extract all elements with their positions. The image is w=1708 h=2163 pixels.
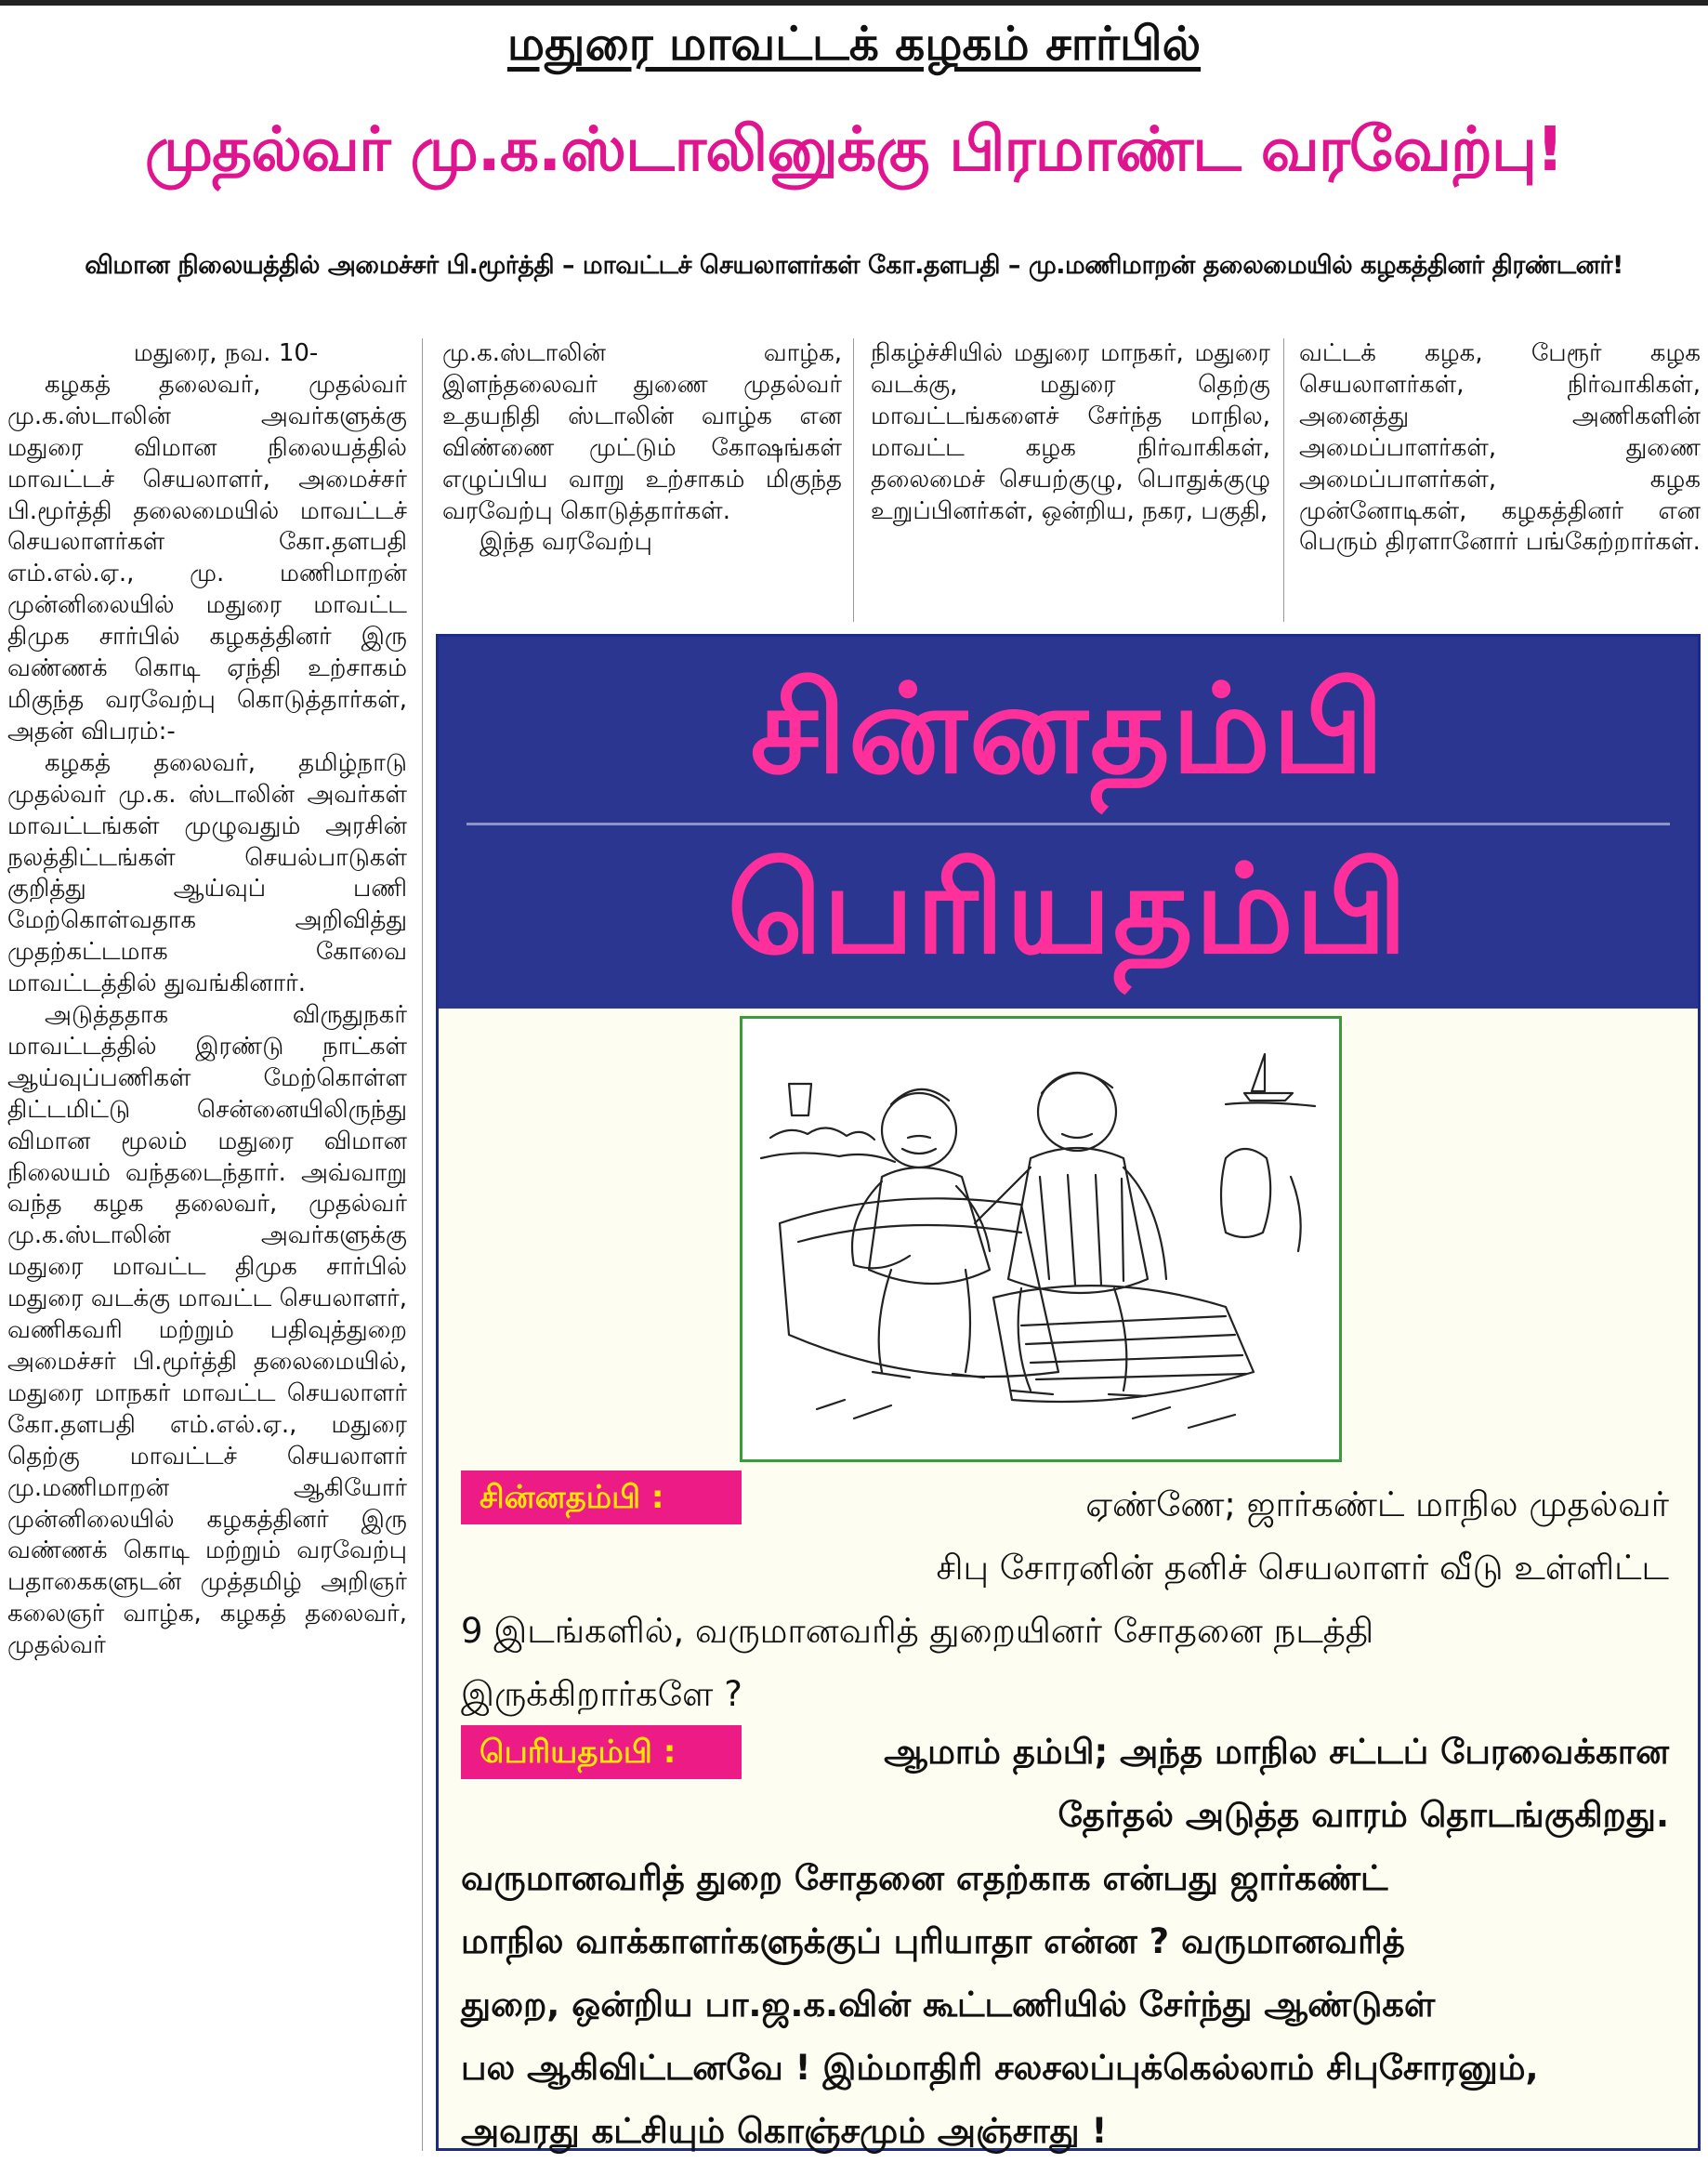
speaker-label-periyathambi: பெரியதம்பி : [461, 1725, 742, 1779]
dialogue-periyathambi [461, 1721, 1669, 2163]
dialogue-line: மாநில வாக்காளர்களுக்குப் புரியாதா என்ன ? வருமானவரித் [461, 1921, 1405, 1961]
dialogue-line: துறை, ஒன்றிய பா.ஜ.க.வின் கூட்டணியில் சேர்ந்து ஆண்டுகள் [461, 1985, 1436, 2025]
banner-divider [466, 823, 1670, 825]
article-column-3 [871, 338, 1270, 622]
cartoon-illustration [740, 1016, 1342, 1462]
article-column-1 [7, 338, 407, 2151]
subheadline: விமான நிலையத்தில் அமைச்சர் பி.மூர்த்தி – மாவட்டச் செயலாளர்கள் கோ.தளபதி – மு.மணிமாறன் தலைமையில் கழகத்தினர் திரண்டனர்! [85, 251, 1623, 280]
column-box [436, 634, 1701, 2151]
dialogue-line: இருக்கிறார்களே ? [461, 1674, 742, 1714]
speaker-label-chinnathambi: சின்னதம்பி : [461, 1471, 742, 1524]
article-paragraph: நிகழ்ச்சியில் மதுரை மாநகர், மதுரை வடக்கு, மதுரை தெற்கு மாவட்டங்களைச் சேர்ந்த மாநில, மாவட்ட கழக நிர்வாகிகள், தலைமைச் செயற்குழு, பொதுக்குழு உறுப்பினர்கள், ஒன்றிய, நகர, பகுதி, [871, 339, 1270, 525]
column-title-1: சின்னதம்பி [750, 658, 1386, 801]
dialogue-chinnathambi [461, 1473, 1669, 1726]
article-column-4 [1299, 338, 1701, 622]
dialogue-line: அவரது கட்சியும் கொஞ்சமும் அஞ்சாது ! [461, 2111, 1108, 2151]
column-divider [1283, 338, 1284, 622]
dialogue-line: தேர்தல் அடுத்த வாரம் தொடங்குகிறது. [1058, 1795, 1669, 1835]
cartoon-illustration-icon [742, 1019, 1339, 1459]
dialogue-line: சிபு சோரனின் தனிச் செயலாளர் வீடு உள்ளிட்ட [936, 1548, 1669, 1588]
dialogue-line: வருமானவரித் துறை சோதனை எதற்காக என்பது ஜார்கண்ட் [461, 1858, 1388, 1898]
article-paragraph: கழகத் தலைவர், முதல்வர் மு.க.ஸ்டாலின் அவர்களுக்கு மதுரை விமான நிலையத்தில் மாவட்டச் செயலாளர், அமைச்சர் பி.மூர்த்தி தலைமையில் மாவட்டச் செயலாளர்கள் கோ.தளபதி எம்.எல்.ஏ., மு. மணிமாறன் முன்னிலையில் மதுரை மாவட்ட திமுக சார்பில் கழகத்தினர் இரு வண்ணக் கொடி ஏந்தி உற்சாகம் மிகுந்த வரவேற்பு கொடுத்தார்கள், அதன் விபரம்:- [7, 370, 407, 745]
dialogue-line: ஆமாம் தம்பி; அந்த மாநில சட்டப் பேரவைக்கான [884, 1732, 1669, 1772]
dialogue-line: பல ஆகிவிட்டனவே ! இம்மாதிரி சலசலப்புக்கெல்லாம் சிபுசோரனும், [461, 2048, 1539, 2088]
dialogue-line: ஏண்ணே; ஜார்கண்ட் மாநில முதல்வர் [1085, 1484, 1669, 1524]
article-paragraph: வட்டக் கழக, பேரூர் கழக செயலாளர்கள், நிர்வாகிகள், அனைத்து அணிகளின் அமைப்பாளர்கள், துணை அமைப்பாளர்கள், கழக முன்னோடிகள், கழகத்தினர் என பெரும் திரளானோர் பங்கேற்றார்கள். [1299, 339, 1701, 557]
article-paragraph: அடுத்ததாக விருதுநகர் மாவட்டத்தில் இரண்டு நாட்கள் ஆய்வுப்பணிகள் மேற்கொள்ள திட்டமிட்டு சென்னையிலிருந்து விமான மூலம் மதுரை விமான நிலையம் வந்தடைந்தார். அவ்வாறு வந்த கழக தலைவர், முதல்வர் மு.க.ஸ்டாலின் அவர்களுக்கு மதுரை மாவட்ட திமுக சார்பில் மதுரை வடக்கு மாவட்ட செயலாளர், வணிகவரி மற்றும் பதிவுத்துறை அமைச்சர் பி.மூர்த்தி தலைமையில், மதுரை மாநகர் மாவட்ட செயலாளர் கோ.தளபதி எம்.எல்.ஏ., மதுரை தெற்கு மாவட்டச் செயலாளர் மு.மணிமாறன் ஆகியோர் முன்னிலையில் கழகத்தினர் இரு வண்ணக் கொடி மற்றும் வரவேற்பு பதாகைகளுடன் முத்தமிழ் அறிஞர் கலைஞர் வாழ்க, கழகத் தலைவர், முதல்வர் [7, 1001, 407, 1660]
kicker: மதுரை மாவட்டக் கழகம் சார்பில் [506, 17, 1202, 71]
headline: முதல்வர் மு.க.ஸ்டாலினுக்கு பிரமாண்ட வரவேற்பு! [144, 113, 1564, 185]
dateline: மதுரை, நவ. 10- [133, 339, 319, 367]
article-column-2 [442, 338, 842, 622]
column-banner [439, 637, 1698, 1009]
column-divider [422, 338, 423, 2151]
dialogue-line: 9 இடங்களில், வருமானவரித் துறையினர் சோதனை நடத்தி [461, 1611, 1374, 1651]
article-paragraph: இந்த வரவேற்பு [480, 528, 652, 557]
top-rule [0, 0, 1708, 6]
column-divider [853, 338, 854, 622]
article-paragraph: மு.க.ஸ்டாலின் வாழ்க, இளந்தலைவர் துணை முதல்வர் உதயநிதி ஸ்டாலின் வாழ்க என விண்ணை முட்டும் கோஷங்கள் எழுப்பிய வாறு உற்சாகம் மிகுந்த வரவேற்பு கொடுத்தார்கள். [442, 339, 842, 525]
article-paragraph: கழகத் தலைவர், தமிழ்நாடு முதல்வர் மு.க. ஸ்டாலின் அவர்கள் மாவட்டங்கள் முழுவதும் அரசின் நலத்திட்டங்கள் செயல்பாடுகள் குறித்து ஆய்வுப் பணி மேற்கொள்வதாக அறிவித்து முதற்கட்டமாக கோவை மாவட்டத்தில் துவங்கினார். [7, 748, 407, 998]
column-title-2: பெரியதம்பி [727, 838, 1410, 982]
